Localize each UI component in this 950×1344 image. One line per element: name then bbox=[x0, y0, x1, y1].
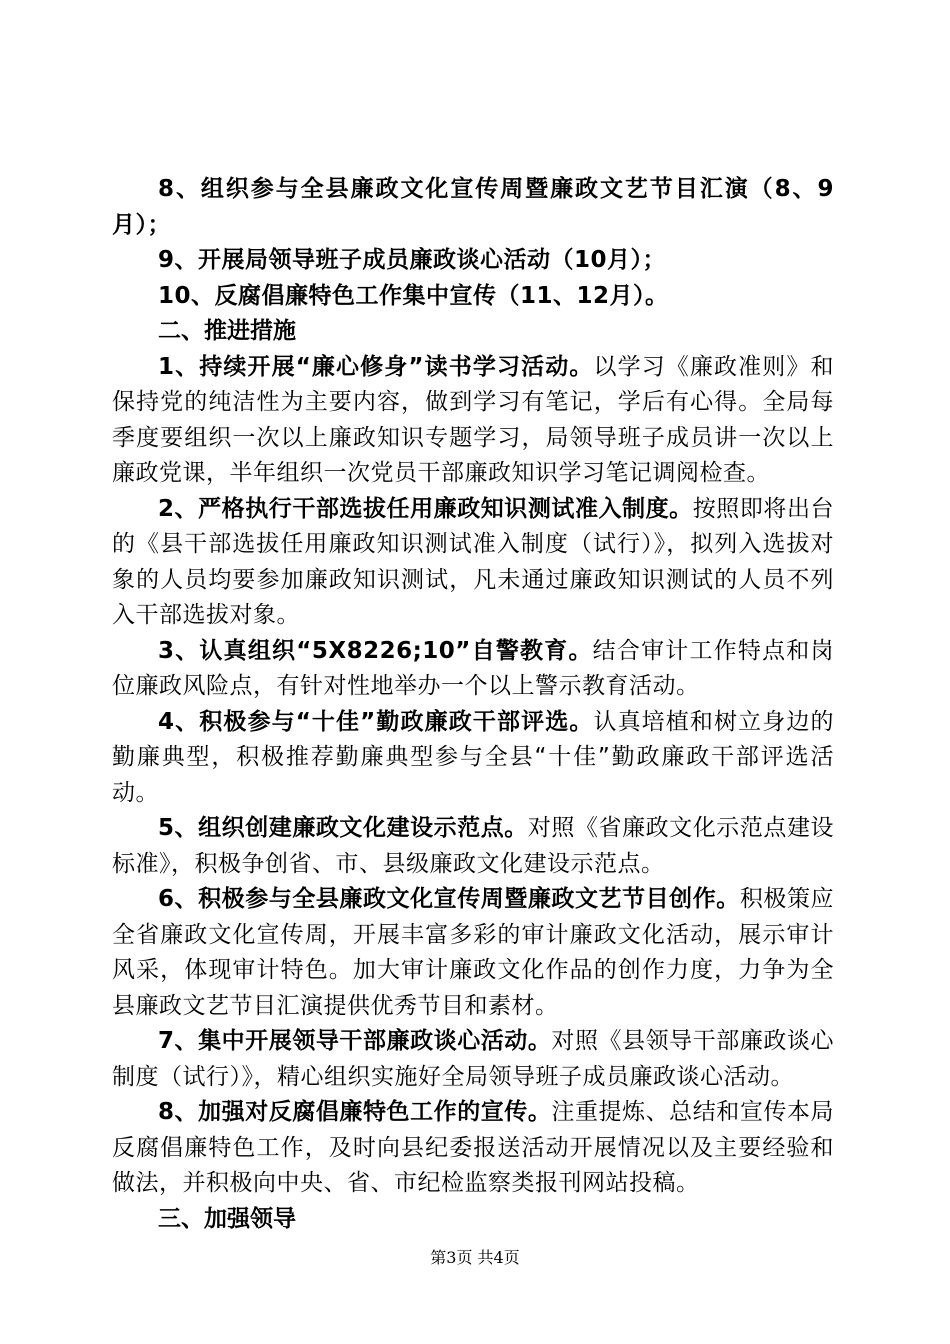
measure-paragraph bbox=[112, 634, 834, 705]
list-item: 9、开展局领导班子成员廉政谈心活动（10月）； bbox=[158, 247, 667, 273]
measure-lead: 6、积极参与全县廉政文化宣传周暨廉政文艺节目创作。 bbox=[158, 886, 740, 912]
measure-body: 积极策应全省廉政文化宣传周，开展丰富多彩的审计廉政文化活动，展示审计风采，体现审计特色。加大审计廉政文化作品的创作力度，力争为全县廉政文艺节目汇演提供优秀节目和素材。 bbox=[112, 886, 835, 1019]
measure-body: 认真培植和树立身边的勤廉典型，积极推荐勤廉典型参与全县“十佳”勤政廉政干部评选活动。 bbox=[112, 708, 834, 806]
measure-body: 以学习《廉政准则》和保持党的纯洁性为主要内容，做到学习有笔记，学后有心得。全局每季度要组织一次以上廉政知识专题学习，局领导班子成员讲一次以上廉政党课，半年组织一次党员干部廉政知识学习笔记调阅检查。 bbox=[112, 353, 834, 486]
section-heading-leadership: 三、加强领导 bbox=[158, 1205, 296, 1232]
measure-lead: 5、组织创建廉政文化建设示范点。 bbox=[158, 815, 528, 841]
measure-lead: 2、严格执行干部选拔任用廉政知识测试准入制度。 bbox=[158, 495, 693, 522]
measure-body: 对照《县领导干部廉政谈心制度（试行）》，精心组织实施好全局领导班子成员廉政谈心活动。 bbox=[112, 1028, 834, 1090]
measure-lead: 1、持续开展“廉心修身”读书学习活动。 bbox=[158, 353, 594, 380]
page-number-footer: 第3页 共4页 bbox=[430, 1248, 520, 1267]
measure-lead: 3、认真组织“5X8226;10”自警教育。 bbox=[158, 637, 593, 664]
list-item: 10、反腐倡廉特色工作集中宣传（11、12月）。 bbox=[158, 282, 669, 309]
measure-body: 对照《省廉政文化示范点建设标准》，积极争创省、市、县级廉政文化建设示范点。 bbox=[112, 815, 834, 877]
document-body bbox=[112, 172, 834, 1237]
section-heading-measures: 二、推进措施 bbox=[158, 318, 296, 344]
measure-lead: 4、积极参与“十佳”勤政廉政干部评选。 bbox=[158, 708, 594, 735]
measure-body: 按照即将出台的《县干部选拔任用廉政知识测试准入制度（试行）》，拟列入选拔对象的人员均要参加廉政知识测试，凡未通过廉政知识测试的人员不列入干部选拔对象。 bbox=[112, 495, 834, 628]
measure-paragraph bbox=[112, 1024, 834, 1095]
measure-lead: 8、加强对反腐倡廉特色工作的宣传。 bbox=[158, 1099, 552, 1125]
measure-lead: 7、集中开展领导干部廉政谈心活动。 bbox=[158, 1028, 552, 1054]
measure-paragraph bbox=[112, 492, 834, 634]
measure-paragraph bbox=[112, 882, 834, 1024]
measure-paragraph bbox=[112, 350, 834, 492]
measure-body: 结合审计工作特点和岗位廉政风险点，有针对性地举办一个以上警示教育活动。 bbox=[112, 637, 834, 699]
measure-paragraph bbox=[112, 811, 834, 882]
list-item: 8、组织参与全县廉政文化宣传周暨廉政文艺节目汇演（8、9月）； bbox=[112, 176, 834, 238]
measure-paragraph bbox=[112, 1095, 834, 1202]
measure-body: 注重提炼、总结和宣传本局反腐倡廉特色工作，及时向县纪委报送活动开展情况以及主要经验和做法，并积极向中央、省、市纪检监察类报刊网站投稿。 bbox=[112, 1099, 834, 1196]
measure-paragraph bbox=[112, 705, 834, 812]
